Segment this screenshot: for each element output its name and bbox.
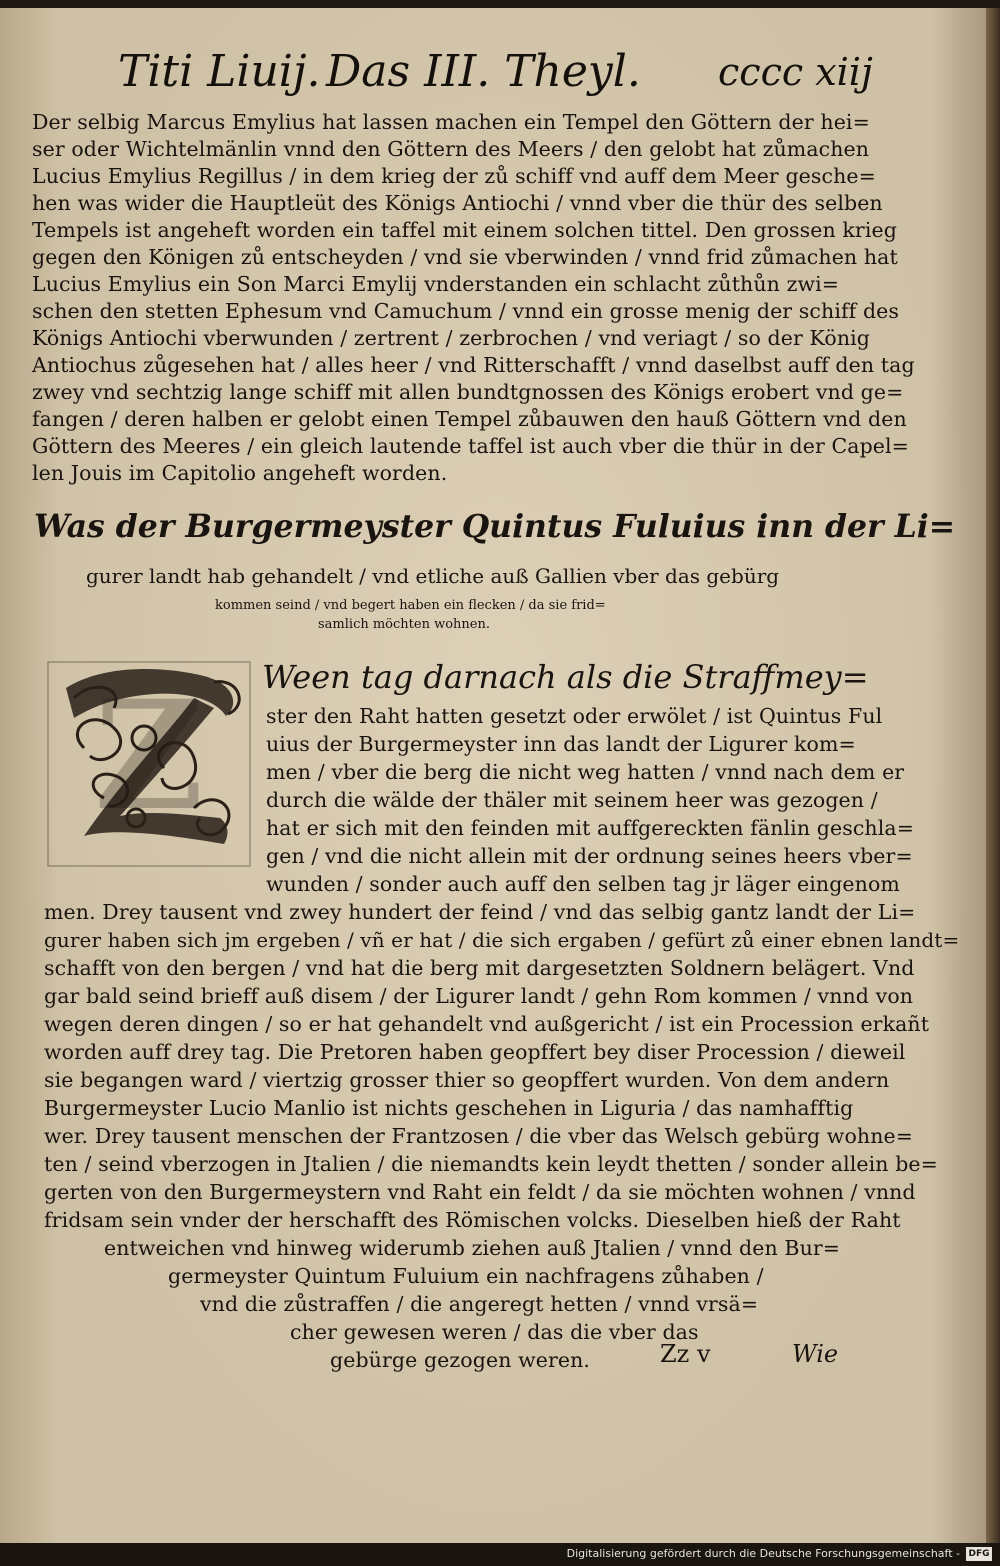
running-head-left: Titi Liuij. xyxy=(118,46,321,97)
dfg-logo: DFG xyxy=(966,1547,992,1561)
text-line: gen / vnd die nicht allein mit der ordnung seines heers vber= xyxy=(266,844,913,868)
decorated-initial xyxy=(44,658,254,870)
text-line: cher gewesen weren / das die vber das xyxy=(290,1320,699,1344)
text-line: wunden / sonder auch auff den selben tag jr läger eingenom xyxy=(266,872,900,896)
text-line: men / vber die berg die nicht weg hatten / vnnd nach dem er xyxy=(266,760,905,784)
text-line: Der selbig Marcus Emylius hat lassen machen ein Tempel den Göttern der hei= xyxy=(32,110,870,134)
page-edge xyxy=(986,8,1000,1543)
text-line: wer. Drey tausent menschen der Frantzosen / die vber das Welsch gebürg wohne= xyxy=(44,1124,914,1148)
text-line: zwey vnd sechtzig lange schiff mit allen bundtgnossen des Königs erobert vnd ge= xyxy=(32,380,904,404)
text-line: fangen / deren halben er gelobt einen Tempel zůbauwen den hauß Göttern vnd den xyxy=(32,407,907,431)
text-line: Göttern des Meeres / ein gleich lautende taffel ist auch vber die thür in der Capel= xyxy=(32,434,909,458)
text-line: Antiochus zůgesehen hat / alles heer / vnd Ritterschafft / vnnd daselbst auff den tag xyxy=(32,353,915,377)
text-line: sie begangen ward / viertzig grosser thier so geopffert wurden. Von dem andern xyxy=(44,1068,890,1092)
footer-credit: Digitalisierung gefördert durch die Deutsche Forschungsgemeinschaft - xyxy=(566,1547,960,1560)
signature-mark: Zz v xyxy=(660,1340,711,1368)
heading-line-1: Was der Burgermeyster Quintus Fuluius inn der Li= xyxy=(34,508,956,545)
text-line: Königs Antiochi vberwunden / zertrent / zerbrochen / vnd veriagt / so der König xyxy=(32,326,870,350)
initial-letter: Z xyxy=(94,668,204,844)
text-line: vnd die zůstraffen / die angeregt hetten / vnnd vrsä= xyxy=(200,1292,759,1316)
text-line: gurer haben sich jm ergeben / vñ er hat / die sich ergaben / gefürt zů einer ebnen landt= xyxy=(44,928,960,952)
paragraph-2-lead: Ween tag darnach als die Straffmey= xyxy=(262,658,869,696)
text-line: germeyster Quintum Fuluium ein nachfragens zůhaben / xyxy=(168,1264,764,1288)
text-line: ten / seind vberzogen in Jtalien / die niemandts kein leydt thetten / sonder allein be= xyxy=(44,1152,938,1176)
text-line: hat er sich mit den feinden mit auffgereckten fänlin geschla= xyxy=(266,816,914,840)
heading-line-3: kommen seind / vnd begert haben ein flecken / da sie frid= xyxy=(215,598,606,613)
text-line: gar bald seind brieff auß disem / der Ligurer landt / gehn Rom kommen / vnnd von xyxy=(44,984,914,1008)
text-line: durch die wälde der thäler mit seinem heer was gezogen / xyxy=(266,788,878,812)
text-line: schen den stetten Ephesum vnd Camuchum / vnnd ein grosse menig der schiff des xyxy=(32,299,900,323)
text-line: ser oder Wichtelmänlin vnnd den Göttern des Meers / den gelobt hat zůmachen xyxy=(32,137,870,161)
running-head-center: Das III. Theyl. xyxy=(326,46,641,97)
book-page xyxy=(0,8,990,1543)
text-line: gegen den Königen zů entscheyden / vnd sie vberwinden / vnnd frid zůmachen hat xyxy=(32,245,898,269)
heading-line-2: gurer landt hab gehandelt / vnd etliche auß Gallien vber das gebürg xyxy=(86,564,780,588)
text-line: worden auff drey tag. Die Pretoren haben geopffert bey diser Procession / dieweil xyxy=(44,1040,906,1064)
ornament-icon xyxy=(44,658,254,870)
text-line: ster den Raht hatten gesetzt oder erwölet / ist Quintus Ful xyxy=(266,704,883,728)
text-line: fridsam sein vnder der herschafft des Römischen volcks. Dieselben hieß der Raht xyxy=(44,1208,901,1232)
running-head xyxy=(0,46,990,116)
folio-number: cccc xiij xyxy=(718,50,873,94)
catchword: Wie xyxy=(792,1340,839,1368)
text-line: hen was wider die Hauptleüt des Königs Antiochi / vnnd vber die thür des selben xyxy=(32,191,883,215)
text-line: wegen deren dingen / so er hat gehandelt vnd außgericht / ist ein Procession erkañt xyxy=(44,1012,930,1036)
text-line: gerten von den Burgermeystern vnd Raht ein feldt / da sie möchten wohnen / vnnd xyxy=(44,1180,916,1204)
text-line: uius der Burgermeyster inn das landt der Ligurer kom= xyxy=(266,732,856,756)
text-line: Tempels ist angeheft worden ein taffel mit einem solchen tittel. Den grossen krieg xyxy=(32,218,897,242)
text-line: men. Drey tausent vnd zwey hundert der feind / vnd das selbig gantz landt der Li= xyxy=(44,900,916,924)
text-line: Burgermeyster Lucio Manlio ist nichts geschehen in Liguria / das namhafftig xyxy=(44,1096,854,1120)
heading-line-4: samlich möchten wohnen. xyxy=(318,617,490,632)
text-line: gebürge gezogen weren. xyxy=(330,1348,591,1372)
text-line: Lucius Emylius ein Son Marci Emylij vnderstanden ein schlacht zůthůn zwi= xyxy=(32,272,840,296)
text-line: len Jouis im Capitolio angeheft worden. xyxy=(32,461,448,485)
footer-strip xyxy=(0,1543,1000,1566)
text-line: Lucius Emylius Regillus / in dem krieg der zů schiff vnd auff dem Meer gesche= xyxy=(32,164,876,188)
text-line: entweichen vnd hinweg widerumb ziehen auß Jtalien / vnnd den Bur= xyxy=(104,1236,841,1260)
text-line: schafft von den bergen / vnd hat die berg mit dargesetzten Soldnern belägert. Vnd xyxy=(44,956,915,980)
